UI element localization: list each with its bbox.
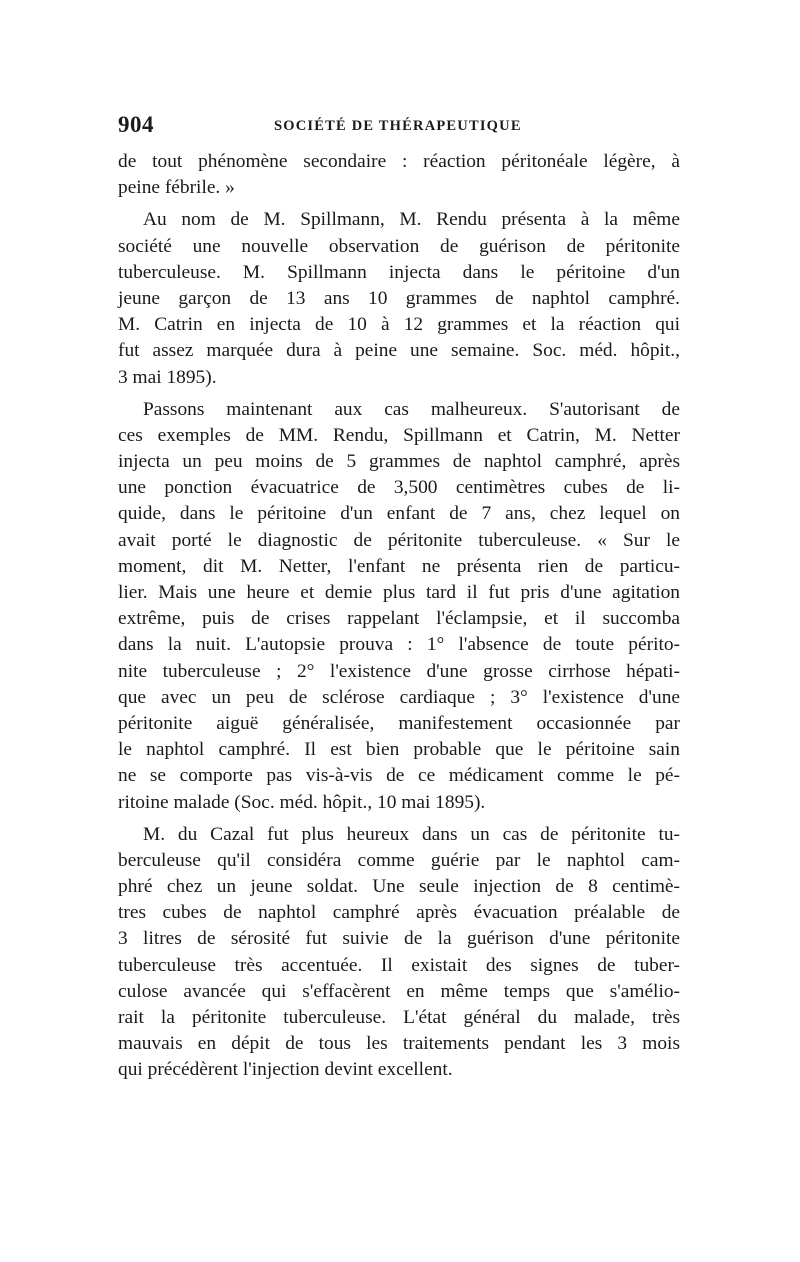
text-line: 3 mai 1895). — [118, 366, 217, 388]
text-line: une ponction évacuatrice de 3,500 centimètres cubes de li- — [118, 477, 680, 499]
text-line: le naphtol camphré. Il est bien probable que le péritoine sain — [118, 739, 680, 761]
text-line: rait la péritonite tuberculeuse. L'état général du malade, très — [118, 1007, 680, 1028]
text-line: peine fébrile. » — [118, 177, 235, 199]
text-line: 3 litres de sérosité fut suivie de la guérison d'une péritonite — [118, 928, 680, 950]
text-line: société une nouvelle observation de guérison de péritonite — [118, 235, 680, 257]
paragraph-du-cazal — [118, 822, 680, 1084]
text-line: tres cubes de naphtol camphré après évacuation préalable de — [118, 902, 680, 924]
paragraph-continuation — [118, 149, 680, 201]
text-line: Passons maintenant aux cas malheureux. S'autorisant de — [143, 398, 680, 420]
text-line: que avec un peu de sclérose cardiaque ; 3° l'existence d'une — [118, 686, 680, 708]
text-line: lier. Mais une heure et demie plus tard il fut pris d'une agitation — [118, 582, 680, 603]
running-title: SOCIÉTÉ DE THÉRAPEUTIQUE — [274, 118, 522, 134]
text-line: dans la nuit. L'autopsie prouva : 1° l'absence de toute périto- — [118, 634, 680, 656]
text-line: culose avancée qui s'effacèrent en même temps que s'amélio- — [118, 980, 680, 1002]
text-line: mauvais en dépit de tous les traitements pendant les 3 mois — [118, 1033, 680, 1055]
text-line: moment, dit M. Netter, l'enfant ne présenta rien de particu- — [118, 555, 680, 577]
text-line: injecta un peu moins de 5 grammes de naphtol camphré, après — [118, 451, 680, 473]
text-line: Au nom de M. Spillmann, M. Rendu présenta à la même — [143, 209, 680, 231]
text-line: tuberculeuse. M. Spillmann injecta dans le péritoine d'un — [118, 261, 680, 283]
text-line: M. du Cazal fut plus heureux dans un cas de péritonite tu- — [143, 823, 680, 845]
text-line: quide, dans le péritoine d'un enfant de 7 ans, chez lequel on — [118, 503, 680, 525]
body-text — [118, 149, 680, 1084]
page-number: 904 — [118, 112, 154, 137]
text-line: qui précédèrent l'injection devint excellent. — [118, 1059, 453, 1081]
text-line: avait porté le diagnostic de péritonite tuberculeuse. « Sur le — [118, 529, 680, 551]
text-line: extrême, puis de crises rappelant l'éclampsie, et il succomba — [118, 608, 680, 630]
text-line: de tout phénomène secondaire : réaction péritonéale légère, à — [118, 151, 680, 172]
text-line: fut assez marquée dura à peine une semaine. Soc. méd. hôpit., — [118, 340, 680, 362]
text-line: nite tuberculeuse ; 2° l'existence d'une grosse cirrhose hépati- — [118, 660, 680, 682]
text-line: ne se comporte pas vis-à-vis de ce médicament comme le pé- — [118, 765, 680, 787]
text-line: jeune garçon de 13 ans 10 grammes de naphtol camphré. — [118, 287, 680, 309]
text-line: berculeuse qu'il considéra comme guérie par le naphtol cam- — [118, 849, 680, 871]
text-line: péritonite aiguë généralisée, manifestement occasionnée par — [118, 712, 680, 734]
paragraph-spillmann — [118, 207, 680, 390]
text-line: M. Catrin en injecta de 10 à 12 grammes et la réaction qui — [118, 314, 680, 336]
running-head — [118, 112, 680, 142]
text-line: phré chez un jeune soldat. Une seule injection de 8 centimè- — [118, 876, 680, 898]
text-line: tuberculeuse très accentuée. Il existait des signes de tuber- — [118, 954, 680, 976]
paragraph-netter — [118, 397, 680, 816]
text-line: ces exemples de MM. Rendu, Spillmann et Catrin, M. Netter — [118, 424, 680, 446]
text-line: ritoine malade (Soc. méd. hôpit., 10 mai 1895). — [118, 791, 486, 813]
